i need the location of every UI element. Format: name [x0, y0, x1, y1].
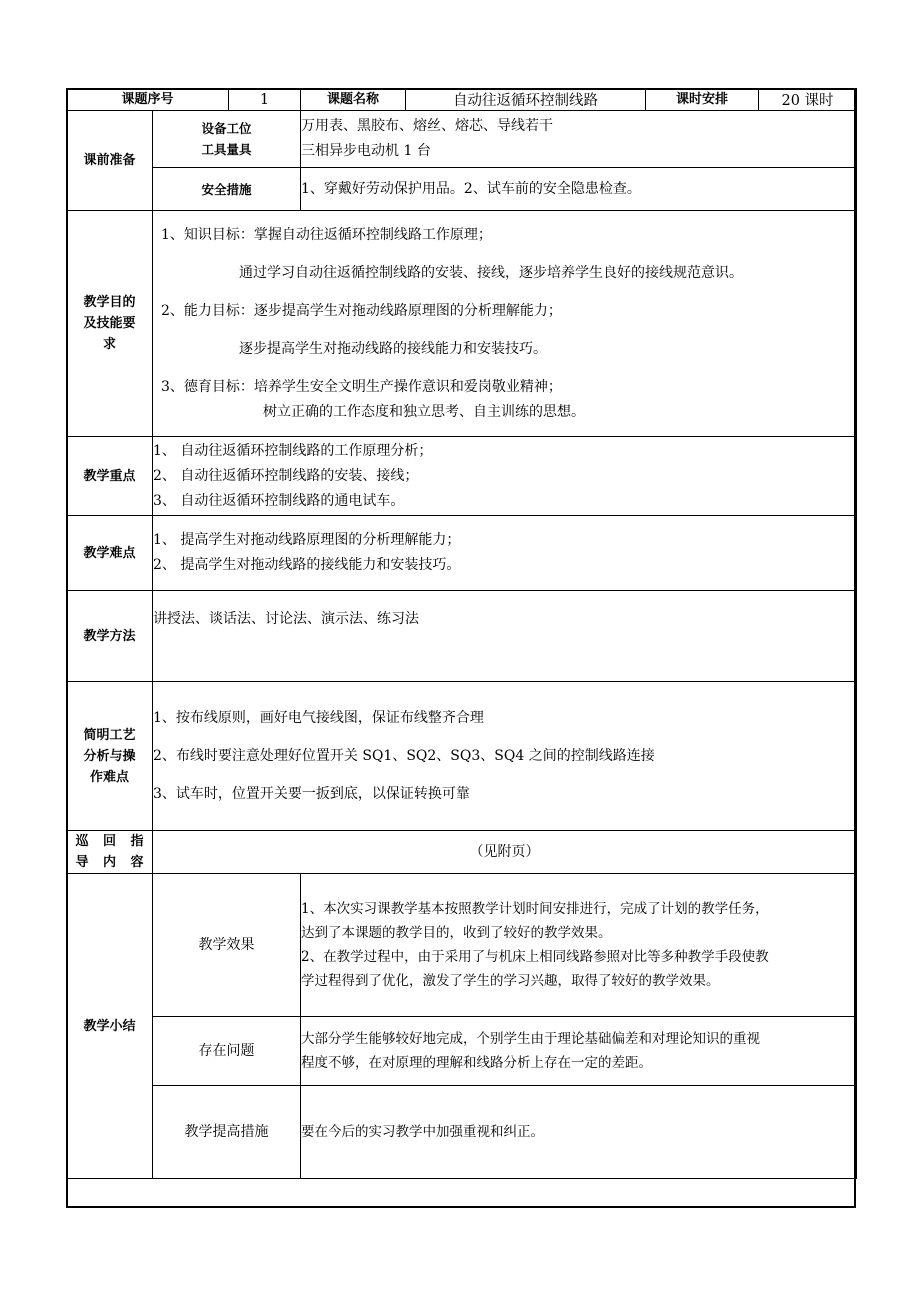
table-row-equipment [67, 111, 857, 168]
equipment-content: 万用表、黑胶布、熔丝、熔芯、导线若干 三相异步电动机 1 台 [301, 111, 857, 168]
hours-label: 课时安排 [646, 89, 759, 111]
lesson-plan-table [66, 88, 857, 1179]
objectives-content [153, 211, 857, 437]
objective-ability-cont: 逐步提高学生对拖动线路的接线能力和安装技巧。 [239, 340, 547, 357]
methods-label: 教学方法 [67, 591, 153, 682]
summary-content-effect: 1、本次实习课教学基本按照教学计划时间安排进行，完成了计划的教学任务， 达到了本课题的教学目的，收到了较好的教学效果。 2、在教学过程中，由于采用了与机床上相同线路参照对比等多种教学手段使教 学过程得到了优化，激发了学生的学习兴趣，取得了较好的教学效果。 [301, 874, 857, 1017]
table-row-methods [67, 591, 857, 682]
objective-ability: 2、能力目标：逐步提高学生对拖动线路原理图的分析理解能力； [161, 302, 562, 319]
table-row-process-analysis [67, 682, 857, 831]
preparation-label: 课前准备 [67, 111, 153, 211]
objective-knowledge-cont: 通过学习自动往返循控制线路的安装、接线，逐步培养学生良好的接线规范意识。 [239, 264, 743, 281]
table-row-safety [67, 168, 857, 211]
methods-content: 讲授法、谈话法、讨论法、演示法、练习法 [153, 591, 857, 682]
table-row-header [67, 89, 857, 111]
safety-content: 1、穿戴好劳动保护用品。2、试车前的安全隐患检查。 [301, 168, 857, 211]
objective-knowledge: 1、知识目标：掌握自动往返循环控制线路工作原理； [161, 226, 492, 243]
patrol-guidance-content: （见附页） [153, 831, 857, 874]
objective-moral-cont: 树立正确的工作态度和独立思考、自主训练的思想。 [263, 403, 585, 420]
summary-label: 教学小结 [67, 874, 153, 1179]
summary-content-problems: 大部分学生能够较好地完成，个别学生由于理论基础偏差和对理论知识的重视 程度不够，在对原理的理解和线路分析上存在一定的差距。 [301, 1017, 857, 1086]
objectives-label: 教学目的 及技能要 求 [67, 211, 153, 437]
topic-name-value: 自动往返循环控制线路 [406, 89, 646, 111]
table-row-key-points [67, 437, 857, 516]
table-row-summary-problems [67, 1017, 857, 1086]
difficulties-content [153, 516, 857, 591]
summary-sub-label-effect: 教学效果 [153, 874, 301, 1017]
topic-name-label: 课题名称 [301, 89, 406, 111]
summary-sub-label-measures: 教学提高措施 [153, 1086, 301, 1179]
key-points-content [153, 437, 857, 516]
objective-moral: 3、德育目标：培养学生安全文明生产操作意识和爱岗敬业精神； [161, 378, 562, 395]
table-row-difficulties [67, 516, 857, 591]
key-point-item: 1、 自动往返循环控制线路的工作原理分析； [153, 442, 433, 459]
topic-no-value: 1 [229, 89, 301, 111]
key-point-item: 2、 自动往返循环控制线路的安装、接线； [153, 467, 419, 484]
process-analysis-label: 简明工艺 分析与操 作难点 [67, 682, 153, 831]
hours-value: 20 课时 [759, 89, 857, 111]
table-row-objectives [67, 211, 857, 437]
summary-sub-label-problems: 存在问题 [153, 1017, 301, 1086]
equipment-label: 设备工位 工具量具 [153, 111, 301, 168]
difficulty-item: 2、 提高学生对拖动线路的接线能力和安装技巧。 [153, 557, 461, 573]
process-item: 1、按布线原则，画好电气接线图，保证布线整齐合理 [153, 709, 484, 726]
table-row-summary-effect [67, 874, 857, 1017]
topic-no-label: 课题序号 [67, 89, 229, 111]
key-points-label: 教学重点 [67, 437, 153, 516]
process-analysis-content [153, 682, 857, 831]
process-item: 3、试车时，位置开关要一扳到底，以保证转换可靠 [153, 785, 470, 802]
patrol-guidance-label: 巡 回 指 导 内 容 [67, 831, 153, 874]
process-item: 2、布线时要注意处理好位置开关 SQ1、SQ2、SQ3、SQ4 之间的控制线路连接 [153, 747, 655, 764]
difficulty-item: 1、 提高学生对拖动线路原理图的分析理解能力； [153, 532, 461, 548]
table-row-patrol-guidance [67, 831, 857, 874]
key-point-item: 3、 自动往返循环控制线路的通电试车。 [153, 492, 405, 509]
difficulties-label: 教学难点 [67, 516, 153, 591]
summary-content-measures: 要在今后的实习教学中加强重视和纠正。 [301, 1086, 857, 1179]
table-row-summary-measures [67, 1086, 857, 1179]
safety-label: 安全措施 [153, 168, 301, 211]
